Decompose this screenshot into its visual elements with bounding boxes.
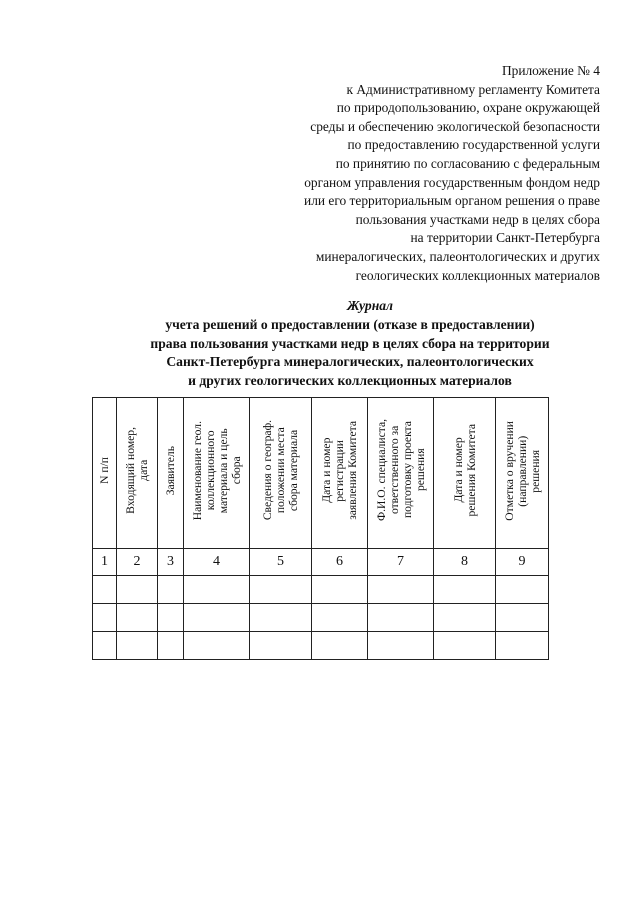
appendix-line: среды и обеспечению экологической безопасности	[310, 118, 600, 134]
appendix-line: по предоставлению государственной услуги	[347, 137, 600, 153]
column-header-label: Сведения о географ. положении места сбора материала	[261, 420, 300, 521]
table-cell	[496, 632, 549, 660]
journal-table	[92, 397, 549, 660]
appendix-line: органом управления государственным фондом недр	[304, 174, 600, 190]
column-header	[250, 398, 312, 549]
table-cell	[496, 576, 549, 604]
table-cell	[184, 576, 250, 604]
table-cell	[312, 576, 368, 604]
journal-subtitle-line: учета решений о предоставлении (отказе в предоставлении)	[165, 316, 535, 332]
column-header	[117, 398, 158, 549]
table-cell	[158, 604, 184, 632]
table-cell	[312, 632, 368, 660]
column-header-label: Ф.И.О. специалиста, ответственного за подготовку проекта решения	[374, 419, 427, 522]
column-number: 1	[93, 549, 117, 576]
table-cell	[184, 604, 250, 632]
column-number: 6	[312, 549, 368, 576]
column-header-label: Заявитель	[164, 445, 177, 496]
appendix-line: минералогических, палеонтологических и других	[315, 248, 600, 264]
table-cell	[117, 632, 158, 660]
table-row	[93, 576, 549, 604]
table-cell	[496, 604, 549, 632]
appendix-line: на территории Санкт-Петербурга	[410, 230, 600, 246]
table-cell	[117, 604, 158, 632]
column-header	[312, 398, 368, 549]
appendix-line: по принятию по согласованию с федеральным	[335, 155, 600, 171]
column-header-label: Дата и номер регистрации заявления Комитета	[320, 421, 359, 520]
appendix-line: к Административному регламенту Комитета	[346, 81, 600, 97]
table-cell	[93, 632, 117, 660]
journal-heading	[40, 297, 640, 391]
column-header	[158, 398, 184, 549]
column-number: 3	[158, 549, 184, 576]
column-header-label: Дата и номер решения Комитета	[451, 424, 478, 517]
column-header-label: Отметка о вручении (направлении) решения	[502, 420, 542, 521]
appendix-line: геологических коллекционных материалов	[355, 267, 600, 283]
column-header	[434, 398, 496, 549]
journal-subtitle-line: Санкт-Петербурга минералогических, палеонтологических	[166, 354, 534, 370]
table-cell	[250, 576, 312, 604]
column-number-row	[93, 549, 549, 576]
appendix-line: Приложение № 4	[501, 63, 600, 78]
column-header	[184, 398, 250, 549]
table-cell	[117, 576, 158, 604]
column-header	[496, 398, 549, 549]
journal-subtitle-line: и других геологических коллекционных материалов	[188, 373, 512, 389]
table-cell	[184, 632, 250, 660]
table-cell	[434, 604, 496, 632]
table-cell	[250, 604, 312, 632]
column-header	[368, 398, 434, 549]
column-number: 2	[117, 549, 158, 576]
table-row	[93, 604, 549, 632]
appendix-line: по природопользованию, охране окружающей	[336, 100, 600, 116]
column-number: 9	[496, 549, 549, 576]
table-cell	[368, 604, 434, 632]
table-row	[93, 632, 549, 660]
column-header-label: Входящий номер, дата	[124, 427, 150, 514]
table-cell	[434, 576, 496, 604]
table-cell	[93, 576, 117, 604]
table-cell	[250, 632, 312, 660]
column-header	[93, 398, 117, 549]
table-cell	[158, 576, 184, 604]
column-header-label: Наименование геол. коллекционного материала и цель сбора	[190, 420, 243, 521]
appendix-header	[180, 62, 600, 285]
appendix-line: или его территориальным органом решения о праве	[304, 193, 600, 209]
table-cell	[312, 604, 368, 632]
table-header-row	[93, 398, 549, 549]
table-cell	[93, 604, 117, 632]
column-number: 8	[434, 549, 496, 576]
appendix-line: пользования участками недр в целях сбора	[355, 211, 600, 227]
journal-title: Журнал	[346, 298, 394, 313]
column-number: 4	[184, 549, 250, 576]
table-cell	[158, 632, 184, 660]
column-number: 7	[368, 549, 434, 576]
column-header-label: N п/п	[98, 457, 111, 484]
table-cell	[434, 632, 496, 660]
table-cell	[368, 576, 434, 604]
table-cell	[368, 632, 434, 660]
journal-subtitle-line: права пользования участками недр в целях сбора на территории	[150, 335, 550, 351]
column-number: 5	[250, 549, 312, 576]
